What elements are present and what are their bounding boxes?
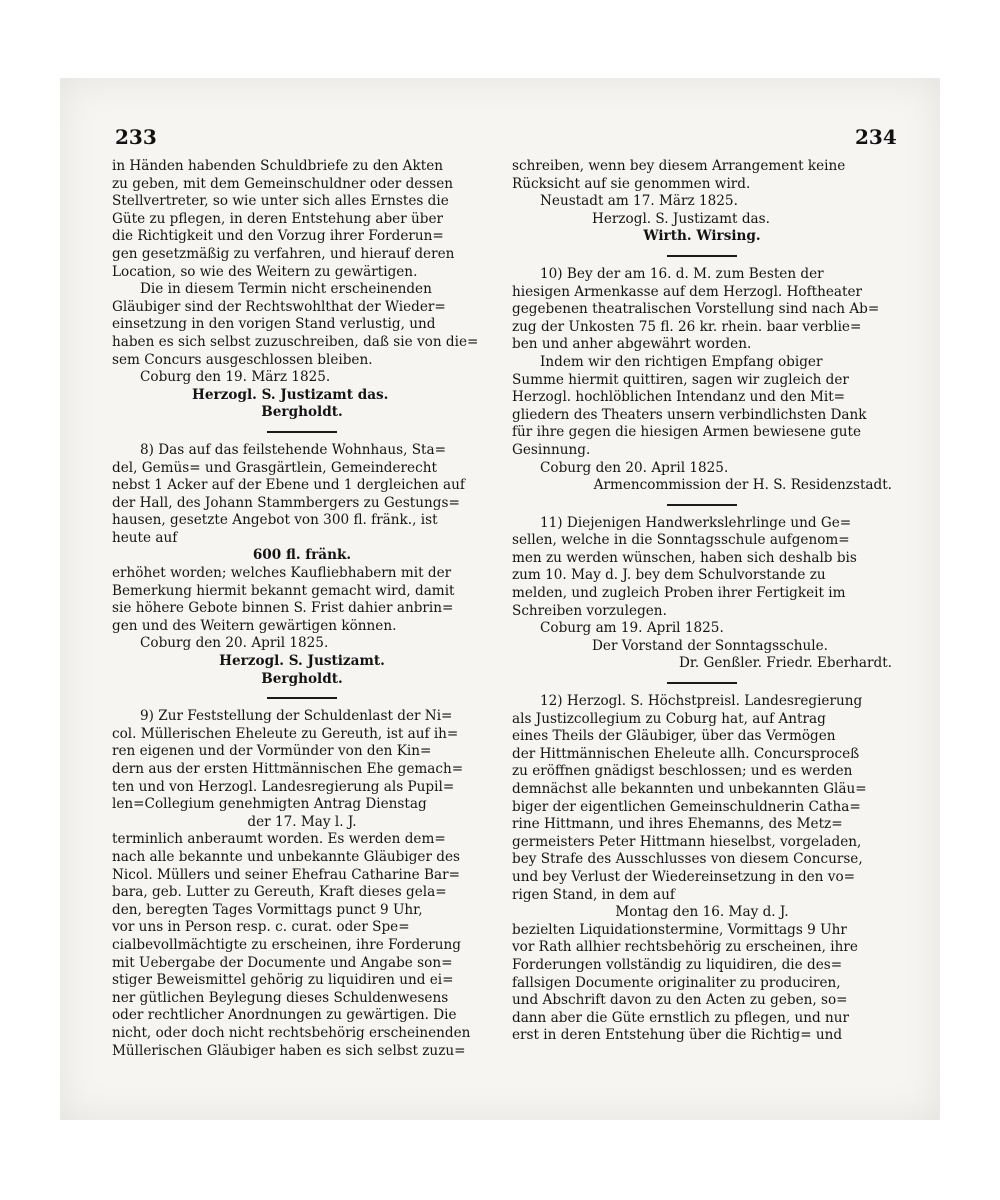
text-line: hausen, gesetzte Angebot von 300 fl. fränk., ist: [112, 512, 438, 529]
text-line: col. Müllerischen Eheleute zu Gereuth, ist auf ih=: [112, 725, 459, 742]
text-line: 8) Das auf das feilstehende Wohnhaus, Sta=: [140, 441, 447, 458]
text-line: ten und von Herzogl. Landesregierung als Pupil=: [112, 778, 455, 795]
text-line: zug der Unkosten 75 fl. 26 kr. rhein. baar verblie=: [512, 318, 862, 335]
text-line: Gesinnung.: [512, 441, 591, 458]
text-line: ben und anher abgewährt worden.: [512, 336, 752, 353]
text-line: fallsigen Documente originaliter zu produciren,: [512, 974, 841, 991]
text-line: Die in diesem Termin nicht erscheinenden: [140, 281, 432, 298]
text-line: Herzogl. hochlöblichen Intendanz und den Mit=: [512, 389, 846, 406]
text-line: Bergholdt.: [261, 670, 343, 687]
text-line: bezielten Liquidationstermine, Vormittags 9 Uhr: [512, 921, 847, 938]
text-line: 10) Bey der am 16. d. M. zum Besten der: [540, 265, 824, 282]
text-line: erst in deren Entstehung über die Richtig= und: [512, 1027, 843, 1044]
text-line: len=Collegium genehmigten Antrag Dienstag: [112, 796, 427, 813]
text-line: mit Uebergabe der Documente und Angabe son=: [112, 954, 453, 971]
text-line: melden, und zugleich Proben ihrer Fertigkeit im: [512, 585, 846, 602]
text-line: biger der eigentlichen Gemeinschuldnerin Catha=: [512, 798, 861, 815]
page-number-right: 234: [855, 125, 897, 149]
text-line: men zu werden wünschen, haben sich deshalb bis: [512, 549, 857, 566]
text-line: in Händen habenden Schuldbriefe zu den Akten: [112, 158, 443, 174]
text-line: die Richtigkeit und den Vorzug ihrer Forderun=: [112, 228, 444, 245]
text-line: Bergholdt.: [261, 404, 343, 421]
text-line: Nicol. Müllers und seiner Ehefrau Catharine Bar=: [112, 866, 460, 883]
text-line: del, Gemüs= und Grasgärtlein, Gemeinderecht: [112, 459, 437, 476]
text-line: Gläubiger sind der Rechtswohlthat der Wieder=: [112, 298, 446, 315]
text-line: 9) Zur Feststellung der Schuldenlast der Ni=: [140, 708, 453, 725]
text-line: Wirth. Wirsing.: [643, 228, 761, 245]
text-line: dern aus der ersten Hittmännischen Ehe gemach=: [112, 761, 464, 777]
text-line: 12) Herzogl. S. Höchstpreisl. Landesregierung: [540, 693, 863, 710]
text-line: Herzogl. S. Justizamt das.: [192, 386, 389, 403]
text-line: 600 fl. fränk.: [252, 547, 352, 564]
text-line: den, beregten Tages Vormittags punct 9 Uhr,: [112, 901, 423, 918]
text-line: haben es sich selbst zuzuschreiben, daß sie von die=: [112, 333, 479, 350]
right-text-column: [512, 158, 892, 1045]
text-line: germeisters Peter Hittmann hieselbst, vorgeladen,: [512, 833, 862, 850]
text-line: nach alle bekannte und unbekannte Gläubiger des: [112, 848, 461, 865]
text-line: und Abschrift davon zu den Acten zu geben, so=: [512, 992, 848, 1009]
text-line: gegebenen theatralischen Vorstellung sind nach Ab=: [512, 301, 880, 318]
text-line: zum 10. May d. J. bey dem Schulvorstande zu: [512, 567, 826, 584]
text-line: zu eröffnen gnädigst beschlossen; und es werden: [512, 763, 853, 780]
section-divider: [667, 504, 737, 506]
text-line: oder rechtlicher Anordnungen zu gewärtigen. Die: [112, 1007, 457, 1024]
text-line: als Justizcollegium zu Coburg hat, auf Antrag: [512, 710, 826, 727]
text-line: 11) Diejenigen Handwerkslehrlinge und Ge=: [540, 514, 852, 531]
page-number-left: 233: [115, 125, 157, 149]
text-line: sellen, welche in die Sonntagsschule aufgenom=: [512, 532, 850, 549]
text-line: demnächst alle bekannten und unbekannten Gläu=: [512, 781, 867, 797]
text-line: der Hittmännischen Eheleute allh. Concursproceß: [512, 745, 860, 762]
text-line: Coburg den 20. April 1825.: [140, 635, 329, 652]
text-line: Güte zu pflegen, in deren Entstehung aber über: [112, 210, 444, 227]
text-line: Summe hiermit quittiren, sagen wir zugleich der: [512, 371, 849, 388]
left-text-column: [112, 158, 492, 1060]
text-line: Herzogl. S. Justizamt.: [219, 653, 385, 670]
text-line: Herzogl. S. Justizamt das.: [592, 210, 770, 227]
text-line: Dr. Genßler. Friedr. Eberhardt.: [678, 655, 892, 672]
section-divider: [267, 431, 337, 433]
section-divider: [267, 697, 337, 699]
text-line: Montag den 16. May d. J.: [615, 904, 789, 921]
text-line: heute auf: [112, 529, 178, 546]
text-line: stiger Beweismittel gehörig zu liquidiren und ei=: [112, 972, 454, 989]
text-line: zu geben, mit dem Gemeinschuldner oder dessen: [112, 175, 454, 192]
text-line: einsetzung in den vorigen Stand verlustig, und: [112, 316, 436, 333]
text-line: und bey Verlust der Wiedereinsetzung in den vo=: [512, 868, 856, 885]
text-line: Armencommission der H. S. Residenzstadt.: [593, 477, 892, 494]
text-line: für ihre gegen die hiesigen Armen bewiesene gute: [512, 424, 862, 441]
text-line: sie höhere Gebote binnen S. Frist dahier anbrin=: [112, 600, 454, 617]
text-line: bey Strafe des Ausschlusses von diesem Concurse,: [512, 851, 863, 868]
text-line: sem Concurs ausgeschlossen bleiben.: [112, 351, 373, 368]
text-line: Schreiben vorzulegen.: [512, 602, 667, 619]
text-line: Rücksicht auf sie genommen wird.: [512, 175, 751, 192]
text-line: eines Theils der Gläubiger, über das Vermögen: [512, 728, 836, 745]
text-line: vor Rath allhier rechtsbehörig zu erscheinen, ihre: [512, 939, 858, 956]
text-line: Location, so wie des Weitern zu gewärtigen.: [112, 263, 418, 280]
text-line: rigen Stand, in dem auf: [512, 886, 675, 903]
text-line: Forderungen vollständig zu liquidiren, die des=: [512, 956, 843, 973]
text-line: bara, geb. Lutter zu Gereuth, Kraft dieses gela=: [112, 884, 447, 901]
text-line: gen gesetzmäßig zu verfahren, und hierauf deren: [112, 245, 455, 262]
text-line: der Hall, des Johann Stammbergers zu Gestungs=: [112, 494, 460, 511]
text-line: nicht, oder doch nicht rechtsbehörig erscheinenden: [112, 1024, 471, 1041]
text-line: der 17. May l. J.: [247, 813, 357, 830]
text-line: terminlich anberaumt worden. Es werden dem=: [112, 831, 446, 848]
text-line: Coburg den 19. März 1825.: [140, 369, 331, 386]
text-line: Müllerischen Gläubiger haben es sich selbst zuzu=: [112, 1042, 466, 1059]
section-divider: [667, 255, 737, 257]
text-line: Neustadt am 17. März 1825.: [540, 193, 738, 210]
text-line: Indem wir den richtigen Empfang obiger: [540, 353, 823, 370]
text-line: rine Hittmann, und ihres Ehemanns, des Metz=: [512, 816, 843, 833]
text-line: cialbevollmächtigte zu erscheinen, ihre Forderung: [112, 936, 461, 953]
text-line: gen und des Weitern gewärtigen können.: [112, 617, 397, 634]
text-line: dann aber die Güte ernstlich zu pflegen, und nur: [512, 1009, 850, 1026]
text-line: gliedern des Theaters unsern verbindlichsten Dank: [512, 406, 867, 423]
text-line: Der Vorstand der Sonntagsschule.: [592, 637, 828, 654]
text-line: Coburg den 20. April 1825.: [540, 459, 729, 476]
text-line: nebst 1 Acker auf der Ebene und 1 dergleichen auf: [112, 477, 465, 494]
text-line: Bemerkung hiermit bekannt gemacht wird, damit: [112, 582, 455, 599]
text-line: ner gütlichen Beylegung dieses Schuldenwesens: [112, 989, 449, 1006]
text-line: ren eigenen und der Vormünder von den Kin=: [112, 743, 432, 760]
text-line: Stellvertreter, so wie unter sich alles Ernstes die: [112, 193, 449, 210]
text-line: vor uns in Person resp. c. curat. oder Spe=: [112, 919, 410, 936]
text-line: hiesigen Armenkasse auf dem Herzogl. Hoftheater: [512, 283, 863, 300]
text-line: Coburg am 19. April 1825.: [540, 620, 724, 637]
text-line: erhöhet worden; welches Kaufliebhabern mit der: [112, 565, 452, 582]
section-divider: [667, 682, 737, 684]
text-line: schreiben, wenn bey diesem Arrangement keine: [512, 158, 846, 174]
